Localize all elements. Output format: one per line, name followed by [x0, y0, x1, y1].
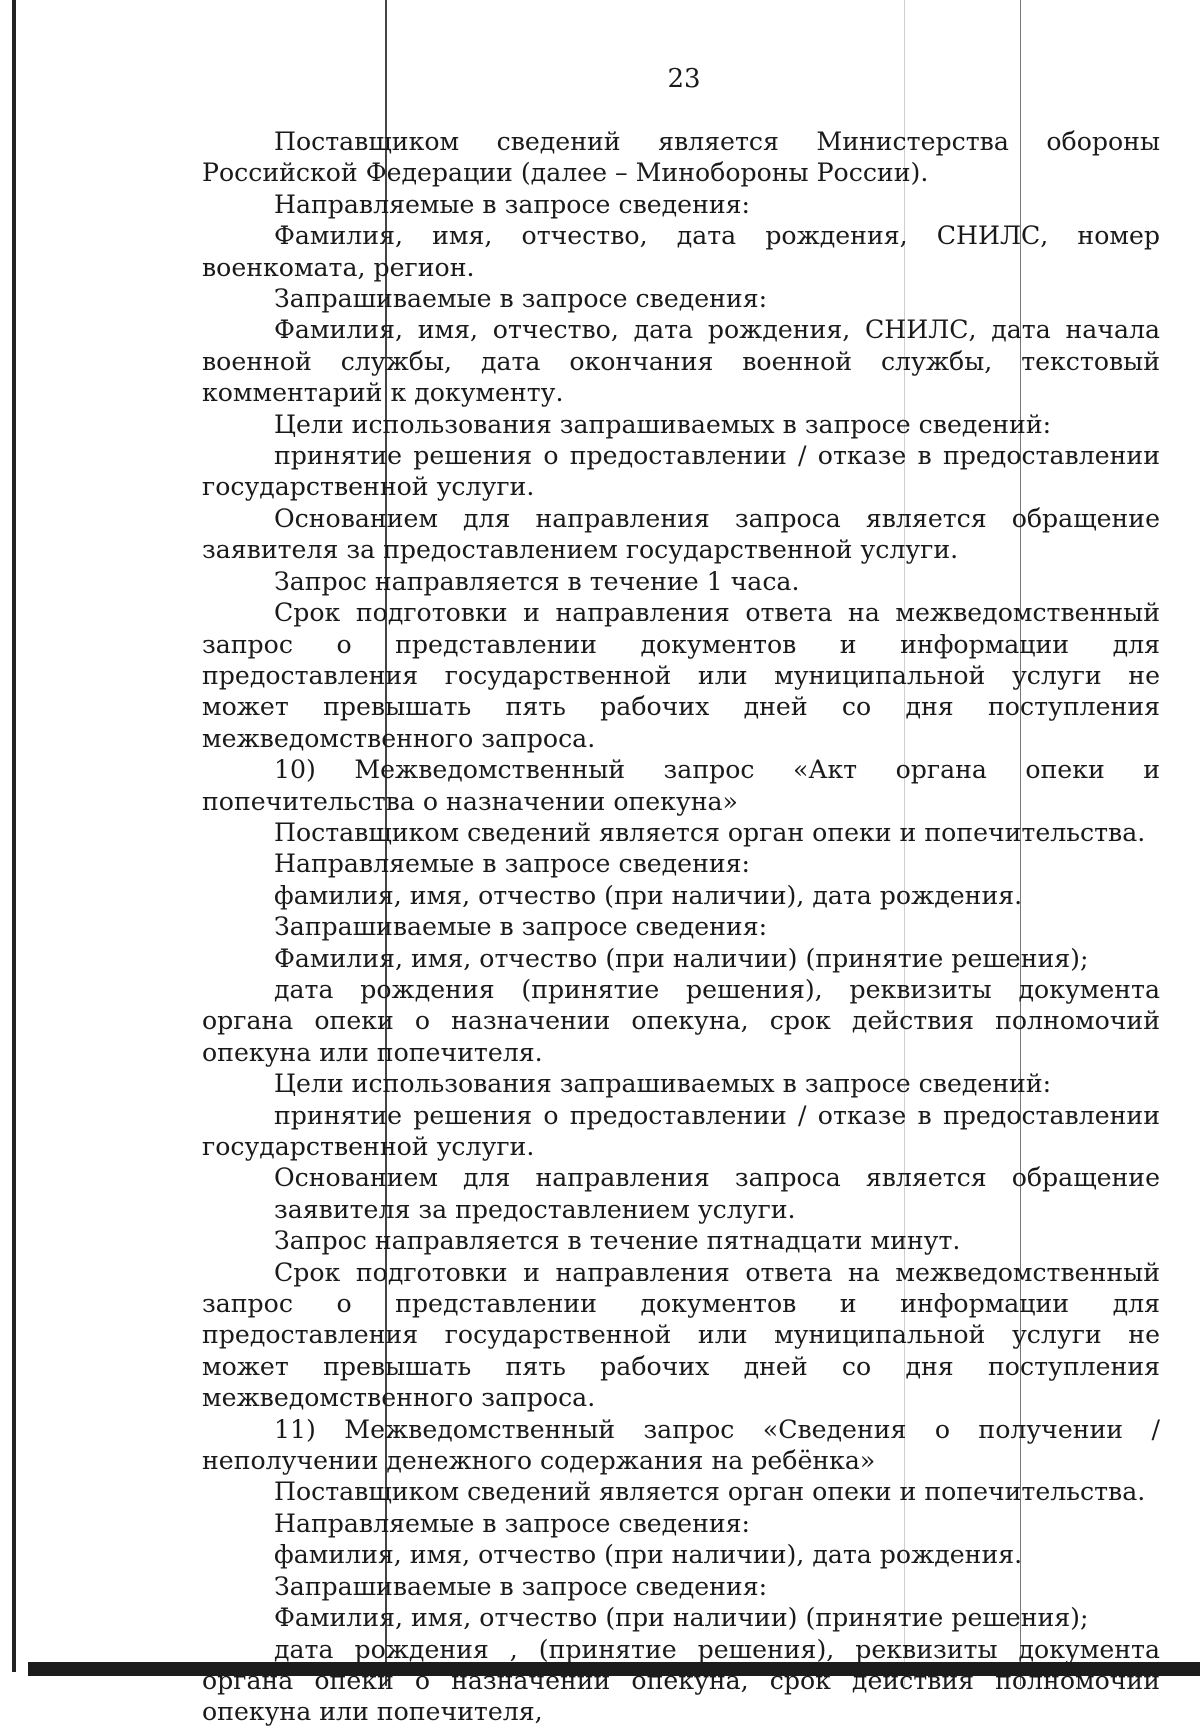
paragraph: Запрос направляется в течение пятнадцати минут.	[274, 1226, 961, 1256]
paragraph: Фамилия, имя, отчество, дата рождения, СНИЛС, дата начала военной службы, дата окончания военной службы, текстовый комментарий к документу.	[202, 315, 1160, 408]
document-body	[202, 126, 1160, 1728]
paragraph: Срок подготовки и направления ответа на межведомственный запрос о представлении документов и информации для предоставления государственной или муниципальной услуги не может превышать пять рабочих дней со дня поступления межведомственного запроса.	[202, 1257, 1160, 1413]
paragraph: Цели использования запрашиваемых в запросе сведений:	[274, 409, 1052, 439]
paragraph: Цели использования запрашиваемых в запросе сведений:	[274, 1069, 1052, 1099]
paragraph: дата рождения , (принятие решения), реквизиты документа органа опеки о назначении опекуна, срок действия полномочий опекуна или попечителя,	[202, 1634, 1160, 1727]
paragraph: фамилия, имя, отчество (при наличии), дата рождения.	[274, 1540, 1023, 1570]
paragraph: Фамилия, имя, отчество, дата рождения, СНИЛС, номер военкомата, регион.	[202, 221, 1160, 282]
paragraph: Поставщиком сведений является орган опеки и попечительства.	[274, 817, 1146, 847]
section-heading: 10) Межведомственный запрос «Акт органа опеки и попечительства о назначении опекуна»	[202, 755, 1160, 816]
paragraph: принятие решения о предоставлении / отказе в предоставлении государственной услуги.	[202, 441, 1160, 502]
paragraph: принятие решения о предоставлении / отказе в предоставлении государственной услуги.	[202, 1100, 1160, 1161]
paragraph: Основанием для направления запроса является обращение заявителя за предоставлением услуги.	[274, 1163, 1160, 1224]
paragraph: Основанием для направления запроса является обращение заявителя за предоставлением государственной услуги.	[202, 503, 1160, 565]
paragraph: Поставщиком сведений является Министерства обороны Российской Федерации (далее – Минобороны России).	[202, 127, 1160, 188]
paragraph: Срок подготовки и направления ответа на межведомственный запрос о представлении документов и информации для предоставления государственной или муниципальной услуги не может превышать пять рабочих дней со дня поступления межведомственного запроса.	[202, 598, 1160, 753]
paragraph: Запрашиваемые в запросе сведения:	[274, 284, 768, 314]
paragraph: Поставщиком сведений является орган опеки и попечительства.	[274, 1477, 1146, 1507]
section-heading: 11) Межведомственный запрос «Сведения о получении /неполучении денежного содержания на ребёнка»	[202, 1414, 1160, 1476]
paragraph: дата рождения (принятие решения), реквизиты документа органа опеки о назначении опекуна, срок действия полномочий опекуна или попечителя.	[202, 974, 1160, 1067]
paragraph: Направляемые в запросе сведения:	[274, 1508, 751, 1538]
page-number: 23	[667, 64, 701, 94]
paragraph: фамилия, имя, отчество (при наличии), дата рождения.	[274, 880, 1023, 910]
paragraph: Запрашиваемые в запросе сведения:	[274, 912, 768, 942]
paragraph: Фамилия, имя, отчество (при наличии) (принятие решения);	[274, 1603, 1089, 1633]
paragraph: Направляемые в запросе сведения:	[274, 189, 751, 219]
paragraph: Фамилия, имя, отчество (при наличии) (принятие решения);	[274, 943, 1089, 973]
paragraph: Запрашиваемые в запросе сведения:	[274, 1571, 768, 1601]
paragraph: Направляемые в запросе сведения:	[274, 849, 751, 879]
paragraph: Запрос направляется в течение 1 часа.	[274, 566, 800, 596]
scan-edge-shadow	[12, 0, 16, 1672]
